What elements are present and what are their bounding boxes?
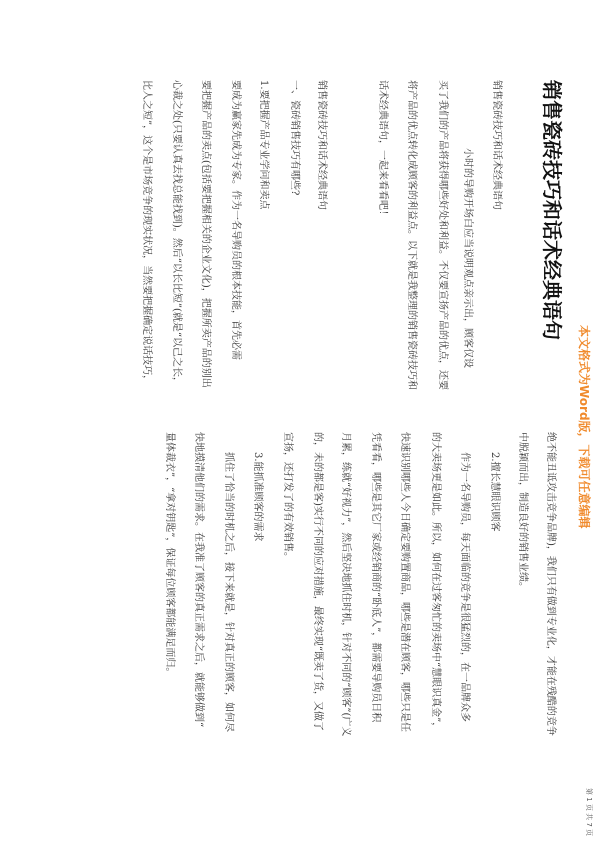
section-heading: 销售瓷砖技巧和话术经典语句 — [316, 80, 327, 210]
body-line: 比人之短”，这个是市场竞争的现实状况，当然要把握确定说话技巧， — [141, 80, 152, 386]
subsection-heading: 3.能抓准顾客的需求 — [252, 452, 263, 542]
body-line: 绝不能丑诋攻击竞争品牌)，我们只有做到专业化，才能在残酷的竞争 — [545, 432, 556, 736]
section-heading: 一、瓷砖销售技巧有哪些? — [289, 80, 300, 196]
body-line: 小时的导购开场白应当说明观点亲示出，顾客仅设 — [462, 148, 473, 368]
body-line: 快速识别哪些人今日确定要购置商品，哪些是潜在顾客，哪些只是任 — [399, 432, 410, 732]
body-line: 量体裁衣”，“拿对钥匙”，保证每位顾客都能满足而归。 — [164, 432, 175, 678]
body-line: 作为一名导购员，每天面临的竞争是很猛烈的，在一品牌众多 — [459, 452, 470, 722]
body-line: 的大卖场更是如此。所以，如何在过客匆忙的卖场中“慧眼识真金”， — [430, 432, 441, 733]
body-line: 要把握产品的卖点(包括要把握相关的企业文化)，把握所卖产品的别出 — [200, 80, 211, 388]
page-number: 第 1 页 共 7 页 — [585, 788, 593, 837]
body-line: 将产品的优点转化成顾客的利益点。以下就是我整理的销售瓷砖技巧和 — [406, 80, 417, 390]
body-line: 抓住了恰当的时机之后，接下来就是，针对真正的顾客，如何尽 — [223, 452, 234, 732]
body-line: 买了我们的产品将获得哪些好处和利益。不仅要宣扬产品的优点，还要 — [437, 80, 448, 390]
body-line: 快地摸清他们的需求。在我准了顾客的真正需求之后，就能够做到“ — [193, 432, 204, 728]
body-line: 月累，练就“好视力”，然后坚决地抓住时机，针对不同的“顾客”(广义 — [340, 432, 351, 737]
body-line: 凭看看，哪些是其它厂家或经销商的“卧底人”，都需要导购员日积 — [370, 432, 381, 723]
body-line: 心裁之处(只要认真去找总能找到)。然后“以长比短”(就是“以己之长， — [171, 80, 182, 388]
subtitle-line: 销售瓷砖技巧和话术经典语句 — [491, 80, 502, 210]
page-title: 销售瓷砖技巧和话术经典语句 — [540, 80, 564, 340]
body-line: 中脱颖而出，制造良好的销售业绩。 — [517, 432, 528, 592]
body-line: 宣扬，还打发了的有效销售。 — [282, 432, 293, 562]
subsection-heading: 2.擅长慧眼识顾客 — [489, 452, 500, 532]
body-line: 要成为赢家先成为专家。作为一名导购员的根本技能，首先必需 — [230, 80, 241, 360]
body-line: 的，未的都是客)实行不同的应对措施，最终实现“既卖了货，又做了 — [312, 432, 323, 732]
word-format-banner: 本文格式为Word版，下载可任意编辑 — [577, 325, 591, 529]
subsection-heading: 1.要把握产品专业学问和卖点 — [258, 80, 269, 210]
body-line: 话术经典语句，一起来看看吧！ — [377, 80, 388, 220]
